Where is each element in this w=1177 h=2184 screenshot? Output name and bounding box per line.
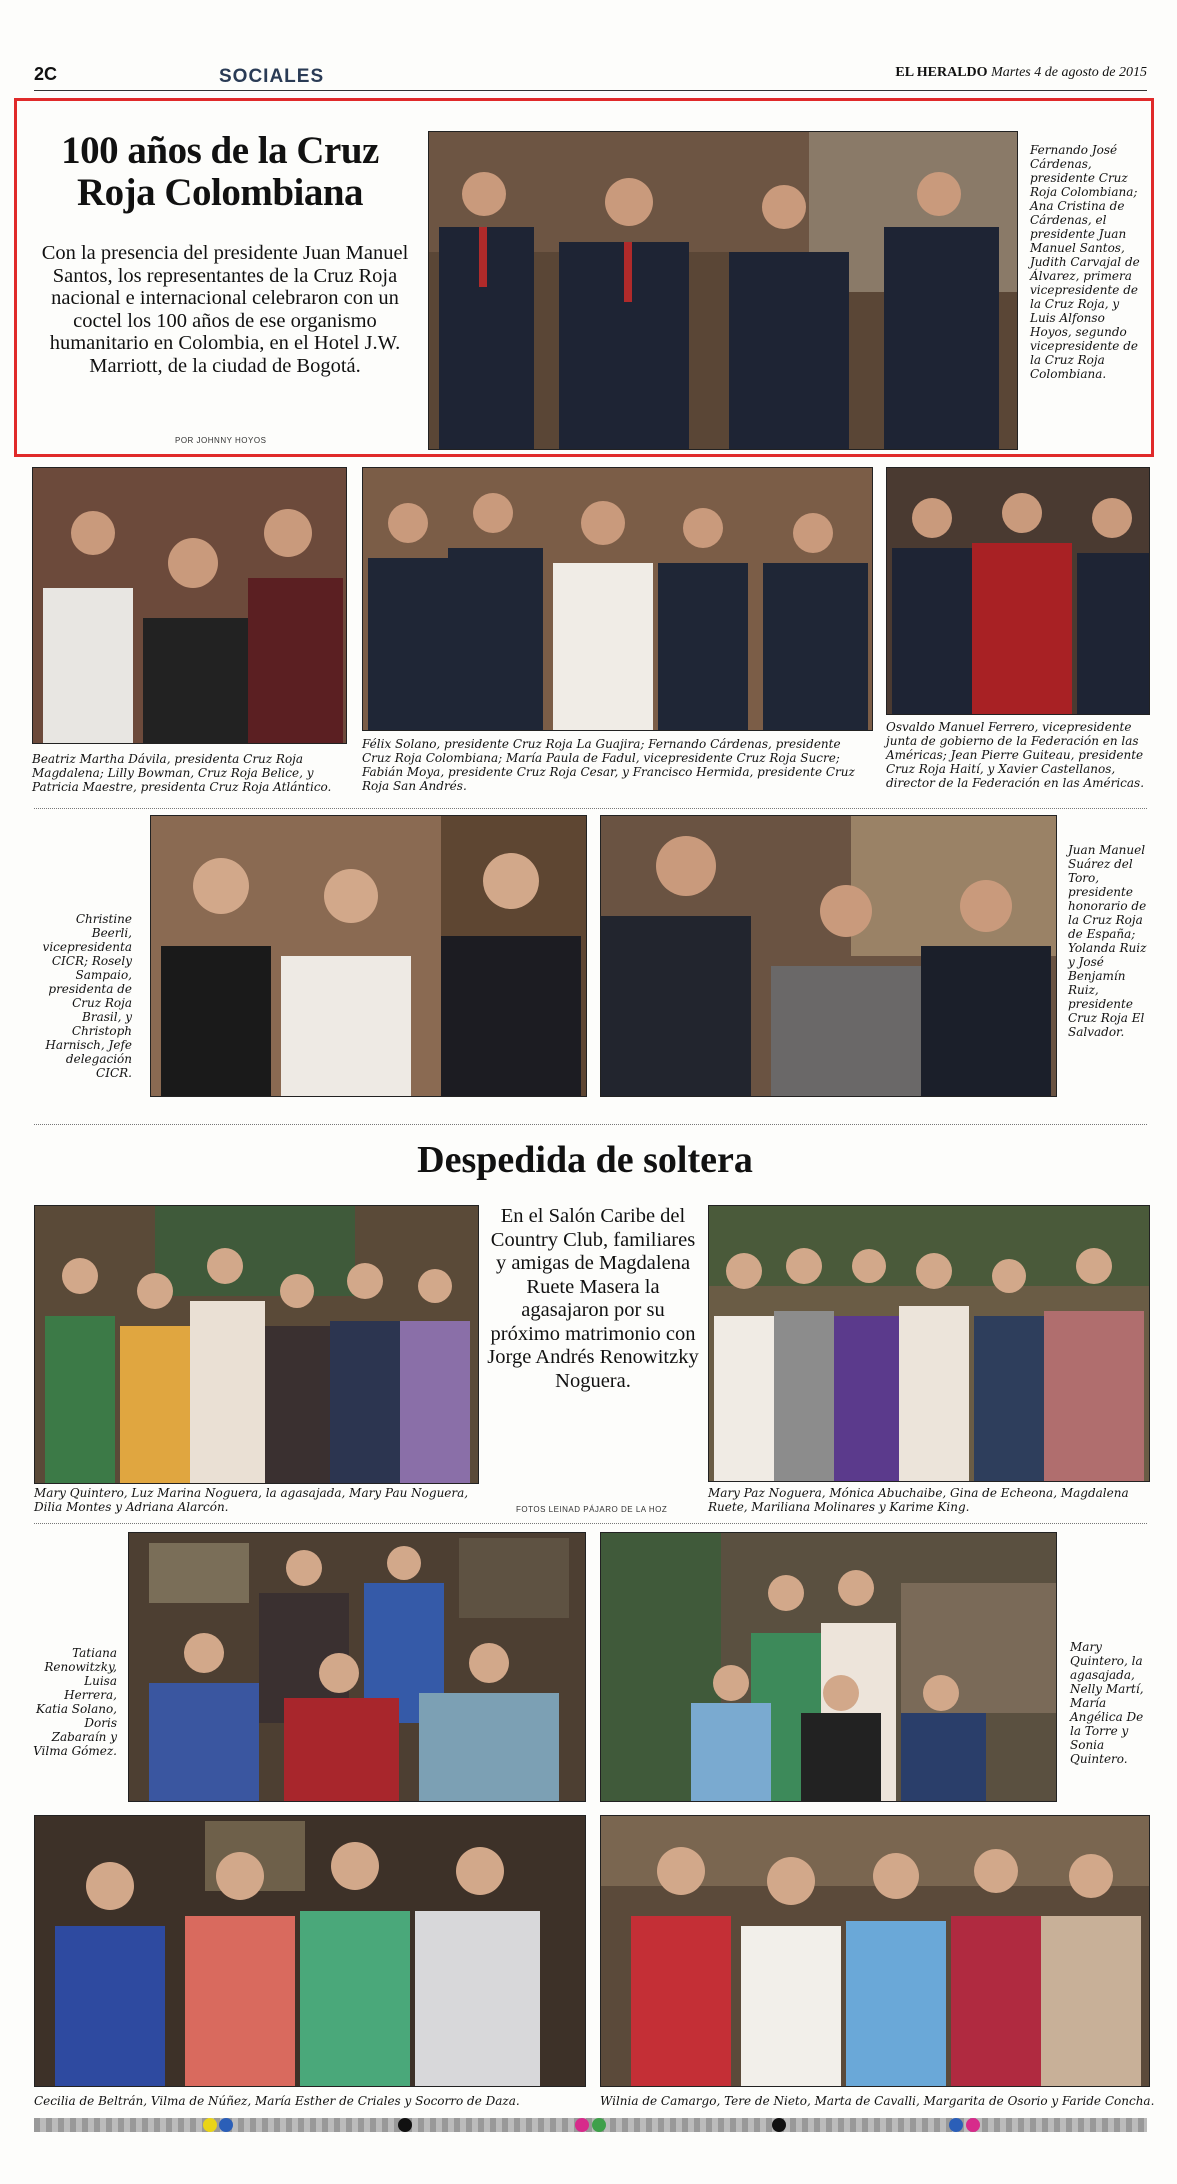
registration-dot-magenta bbox=[966, 2118, 980, 2132]
party-intro: En el Salón Caribe del Country Club, familiares y amigas de Magdalena Ruete Masera la agasajaron por su próximo matrimonio con Jorge Andrés Renowitzky Noguera. bbox=[487, 1205, 699, 1392]
page-number: 2C bbox=[34, 64, 58, 84]
caption-party-3: Tatiana Renowitzky, Luisa Herrera, Katia Solano, Doris Zabaraín y Vilma Gómez. bbox=[33, 1646, 117, 1758]
registration-dot-yellow bbox=[203, 2118, 217, 2132]
feature-intro: Con la presencia del presidente Juan Manuel Santos, los representantes de la Cruz Roja nacional e internacional celebraron con un coctel los 100 años de ese organismo humanitario en Colombia, en el Hotel J.W. Marriott, de la ciudad de Bogotá. bbox=[41, 242, 409, 377]
photo-party-3 bbox=[128, 1532, 586, 1802]
photo-party-2 bbox=[708, 1205, 1150, 1482]
photo-party-6 bbox=[600, 1815, 1150, 2087]
caption-party-5: Cecilia de Beltrán, Vilma de Núñez, María Esther de Criales y Socorro de Daza. bbox=[34, 2094, 520, 2108]
photo-cr-5 bbox=[600, 815, 1057, 1097]
photo-party-1 bbox=[34, 1205, 479, 1484]
publication-name: EL HERALDO bbox=[895, 65, 988, 80]
caption-cr-1: Beatriz Martha Dávila, presidenta Cruz Roja Magdalena; Lilly Bowman, Cruz Roja Belice, y Patricia Maestre, presidenta Cruz Roja Atlántico. bbox=[32, 752, 332, 794]
publication-line bbox=[895, 65, 1147, 81]
party-credit: FOTOS LEINAD PÁJARO DE LA HOZ bbox=[516, 1505, 668, 1514]
registration-dot-magenta bbox=[575, 2118, 589, 2132]
feature-credit: POR JOHNNY HOYOS bbox=[175, 436, 267, 445]
registration-bar bbox=[34, 2118, 1147, 2132]
caption-cr-4: Christine Beerli, vicepresidenta CICR; Rosely Sampaio, presidenta de Cruz Roja Brasil, y Christoph Harnisch, Jefe delegación CICR. bbox=[42, 912, 132, 1080]
caption-cr-5: Juan Manuel Suárez del Toro, presidente honorario de la Cruz Roja de España; Yolanda Ruiz y José Benjamín Ruiz, presidente Cruz Roja El Salvador. bbox=[1068, 843, 1147, 1039]
section-name: SOCIALES bbox=[219, 66, 325, 87]
registration-dot-black bbox=[398, 2118, 412, 2132]
feature-title: 100 años de la Cruz Roja Colombiana bbox=[61, 129, 379, 214]
photo-party-5 bbox=[34, 1815, 586, 2087]
photo-party-4 bbox=[600, 1532, 1057, 1802]
caption-cr-3: Osvaldo Manuel Ferrero, vicepresidente junta de gobierno de la Federación en las Américas; Jean Pierre Guiteau, presidente Cruz Roja Haití, y Xavier Castellanos, director de la Federación en las Américas. bbox=[886, 720, 1145, 790]
photo-cr-3 bbox=[886, 467, 1150, 715]
photo-cr-2 bbox=[362, 467, 873, 731]
registration-dot-green bbox=[592, 2118, 606, 2132]
party-title: Despedida de soltera bbox=[417, 1139, 753, 1181]
registration-dot-blue bbox=[949, 2118, 963, 2132]
photo-cr-4 bbox=[150, 815, 587, 1097]
divider bbox=[34, 808, 1147, 809]
caption-party-1: Mary Quintero, Luz Marina Noguera, la agasajada, Mary Pau Noguera, Dilia Montes y Adriana Alarcón. bbox=[34, 1486, 469, 1514]
divider bbox=[34, 1124, 1147, 1125]
photo-cr-1 bbox=[32, 467, 347, 744]
header-rule bbox=[34, 90, 1147, 91]
caption-party-6: Wilnia de Camargo, Tere de Nieto, Marta de Cavalli, Margarita de Osorio y Faride Concha. bbox=[600, 2094, 1155, 2108]
publication-date: Martes 4 de agosto de 2015 bbox=[991, 65, 1147, 80]
caption-cr-2: Félix Solano, presidente Cruz Roja La Guajira; Fernando Cárdenas, presidente Cruz Roja Colombiana; María Paula de Fadul, vicepresidente Cruz Roja Sucre; Fabián Moya, presidente Cruz Roja Cesar, y Francisco Hermida, presidente Cruz Roja San Andrés. bbox=[362, 737, 855, 793]
divider bbox=[34, 1523, 1147, 1524]
registration-dot-blue bbox=[219, 2118, 233, 2132]
caption-party-4: Mary Quintero, la agasajada, Nelly Martí, María Angélica De la Torre y Sonia Quintero. bbox=[1070, 1640, 1144, 1766]
main-photo-caption: Fernando José Cárdenas, presidente Cruz Roja Colombiana; Ana Cristina de Cárdenas, el presidente Juan Manuel Santos, Judith Carvajal de Álvarez, primera vicepresidente de la Cruz Roja, y Luis Alfonso Hoyos, segundo vicepresidente de la Cruz Roja Colombiana. bbox=[1030, 143, 1140, 381]
registration-dot-black bbox=[772, 2118, 786, 2132]
main-group-photo bbox=[428, 131, 1018, 450]
caption-party-2: Mary Paz Noguera, Mónica Abuchaibe, Gina de Echeona, Magdalena Ruete, Mariliana Molinares y Karime King. bbox=[708, 1486, 1129, 1514]
